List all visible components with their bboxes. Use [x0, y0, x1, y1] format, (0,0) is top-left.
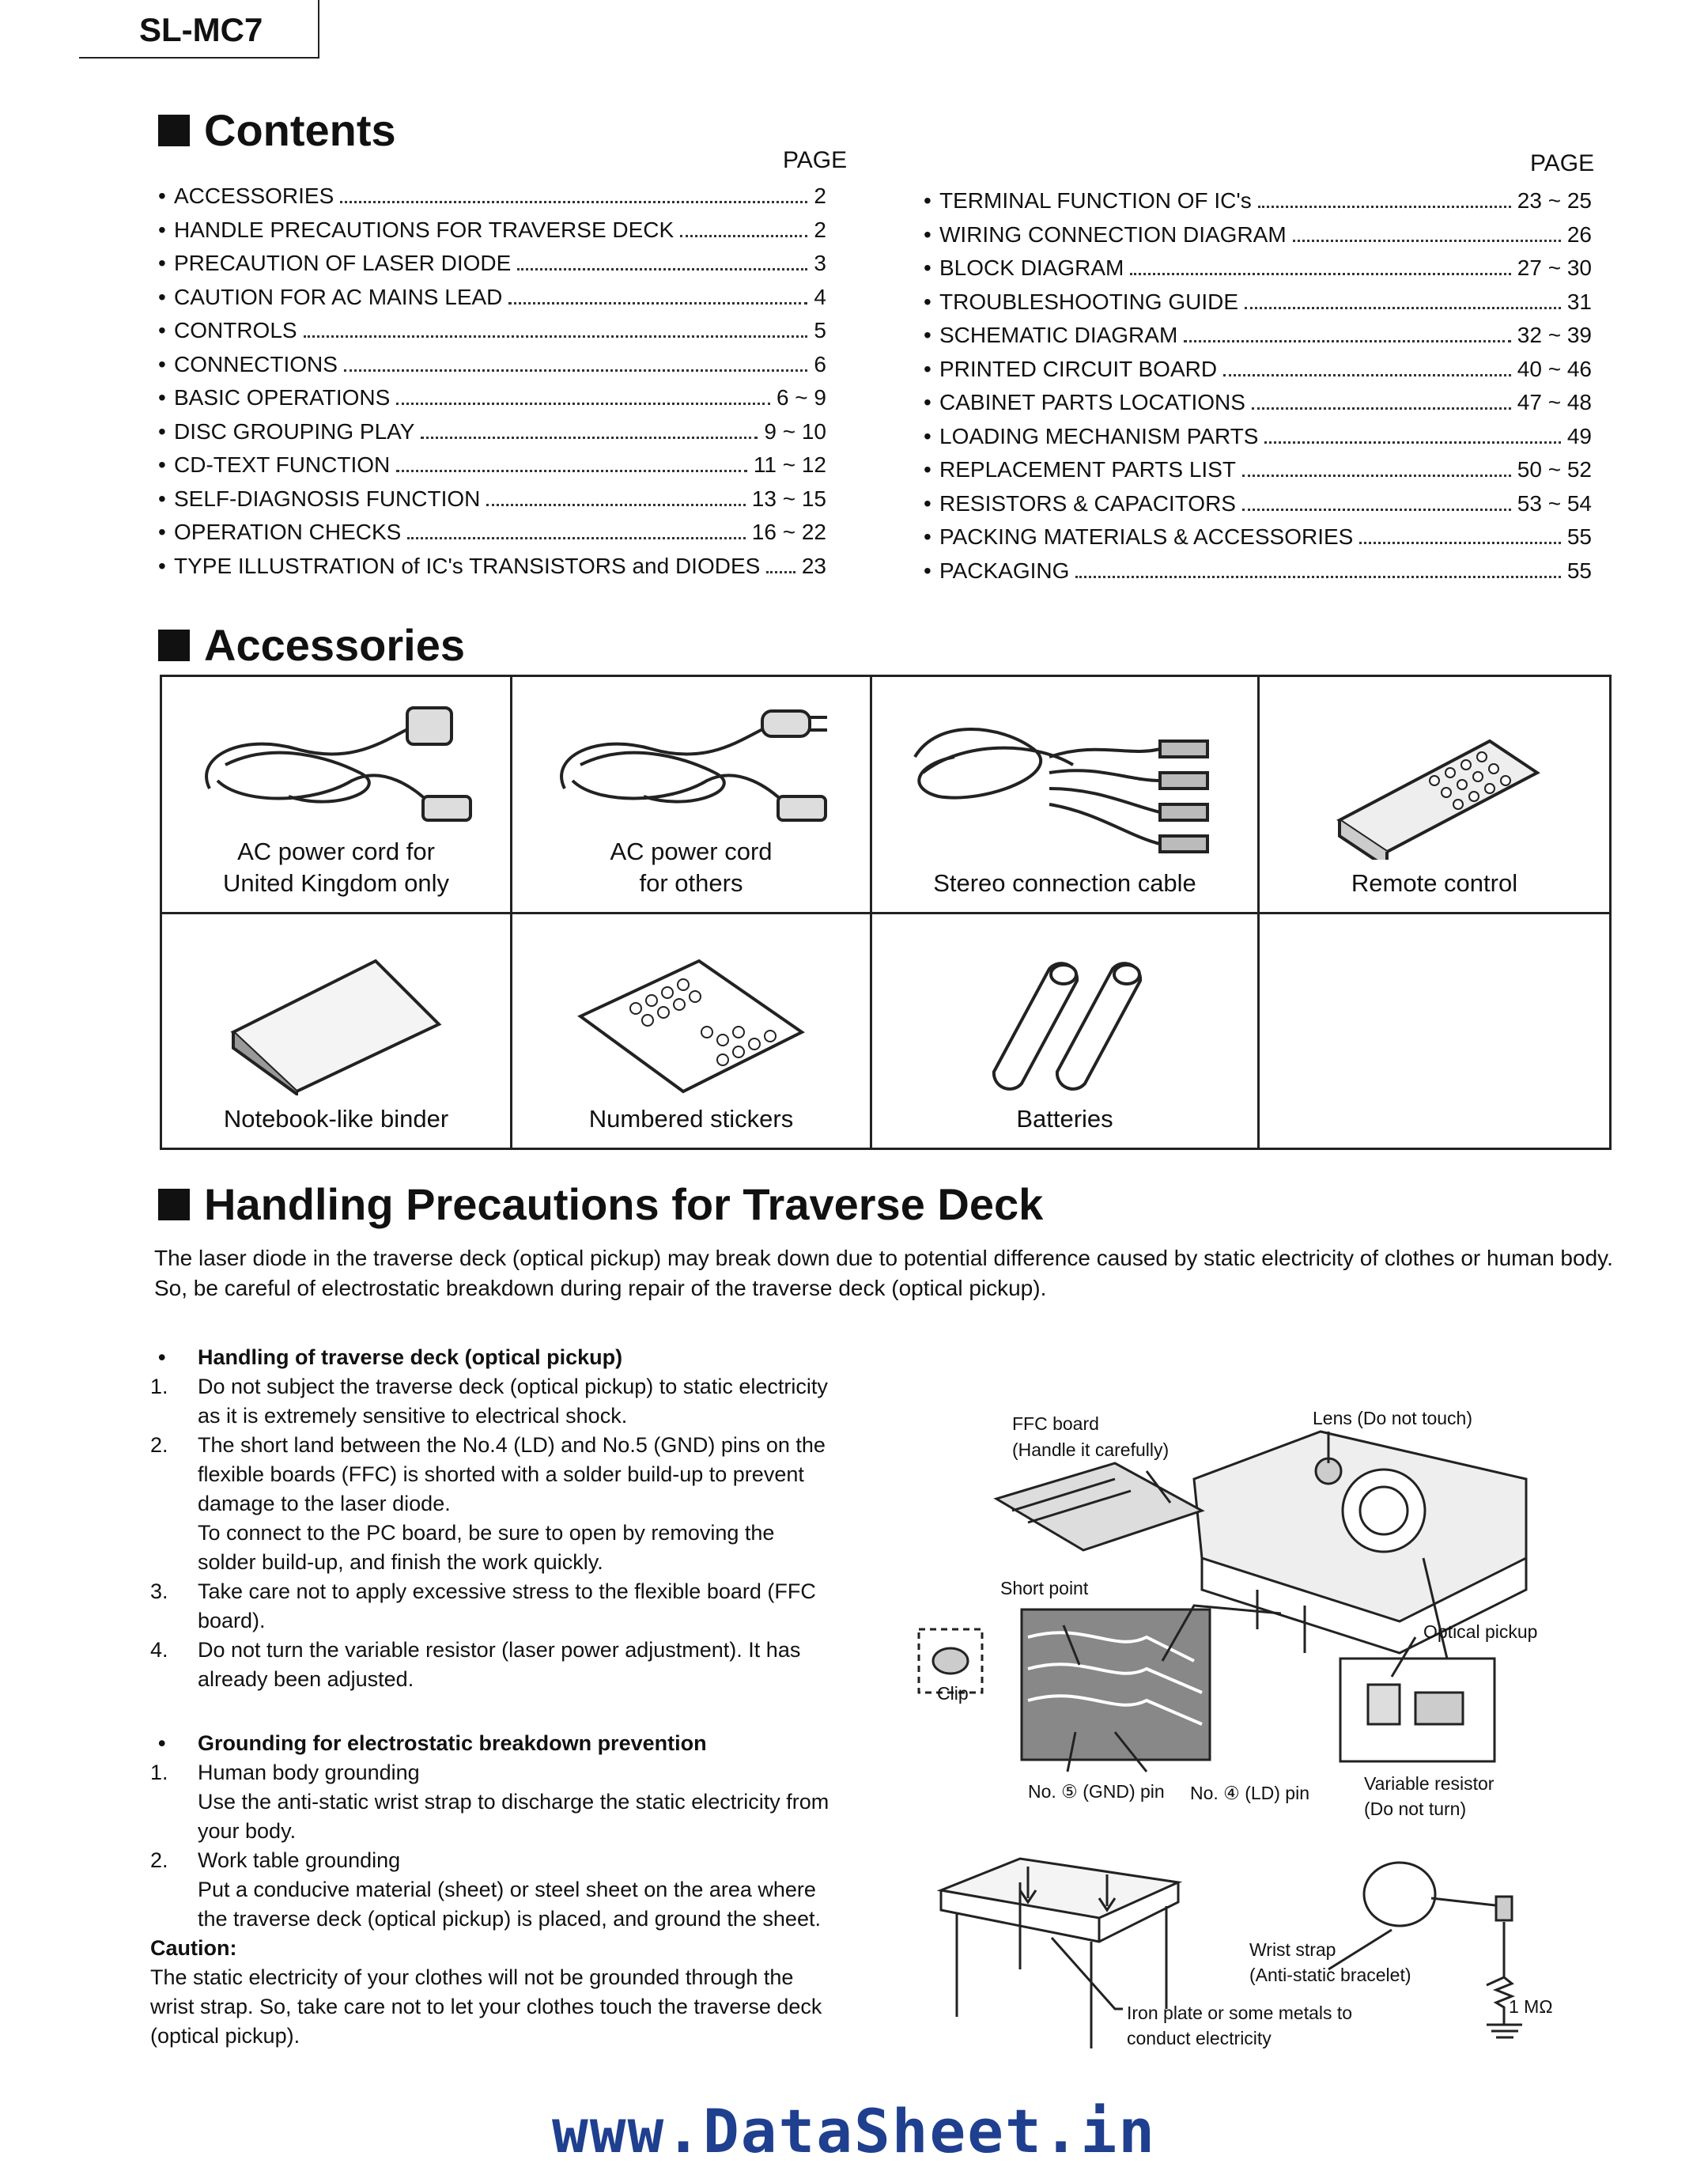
handling-steps [150, 1372, 830, 1694]
accessories-table [160, 675, 1612, 1150]
fig-resistor-value: 1 MΩ [1509, 1996, 1553, 2017]
toc-entry-label: LOADING MECHANISM PARTS [939, 423, 1259, 448]
fig-varres-label: Variable resistor [1364, 1773, 1494, 1794]
toc-entry-label: BLOCK DIAGRAM [939, 255, 1124, 280]
dot-leader [1252, 407, 1511, 410]
dot-leader [1242, 475, 1511, 477]
toc-entry [158, 183, 826, 218]
fig-ffc-label: FFC board [1012, 1413, 1099, 1434]
toc-entry [158, 285, 826, 319]
dot-leader [1359, 542, 1561, 544]
contents-title: Contents [204, 105, 396, 155]
stereo-cable-icon [891, 709, 1239, 860]
caution-text: The static electricity of your clothes will not be grounded through the wrist strap. So, take care not to let your clothes touch the traverse deck (optical pickup). [150, 1965, 822, 2048]
bullet-icon: • [158, 553, 166, 578]
toc-entry-label: CD-TEXT FUNCTION [174, 452, 391, 477]
fig-iron-label: Iron plate or some metals to [1127, 2003, 1353, 2023]
heading-square-icon [158, 630, 190, 661]
accessories-heading [158, 619, 465, 671]
bullet-icon: • [158, 251, 166, 275]
handling-title: Handling Precautions for Traverse Deck [204, 1179, 1044, 1229]
toc-entry-page: 40 ~ 46 [1517, 356, 1592, 381]
toc-entry [158, 419, 826, 453]
contents-heading [158, 104, 396, 156]
toc-entry [158, 452, 826, 486]
toc-entry-label: CONTROLS [174, 318, 297, 342]
accessory-cell [871, 676, 1259, 914]
accessory-cell [512, 914, 871, 1149]
toc-entry [924, 491, 1592, 525]
dot-leader [396, 403, 770, 405]
toc-entry-label: PRINTED CIRCUIT BOARD [939, 356, 1218, 381]
accessory-label: Numbered stickers [588, 1105, 794, 1133]
bullet-icon: • [924, 524, 931, 549]
dot-leader [1184, 340, 1511, 342]
dot-leader [517, 268, 807, 270]
dot-leader [1130, 273, 1510, 275]
step-text: Do not turn the variable resistor (laser power adjustment). It has already been adjusted. [198, 1638, 801, 1691]
toc-entry-label: CONNECTIONS [174, 351, 338, 376]
accessory-label: AC power cord for [237, 838, 435, 865]
toc-entry-label: SCHEMATIC DIAGRAM [939, 323, 1178, 347]
traverse-deck-diagram [909, 1400, 1566, 1811]
bullet-icon: • [924, 558, 931, 583]
caution-title: Caution: [150, 1936, 237, 1960]
dot-leader [340, 201, 807, 203]
step-text: The short land between the No.4 (LD) and No.5 (GND) pins on the flexible boards (FFC) is shorted with a solder build-up to prevent damage to the laser diode. [198, 1433, 826, 1515]
toc-entry-label: TROUBLESHOOTING GUIDE [939, 289, 1239, 314]
accessory-label: Batteries [1016, 1105, 1113, 1133]
toc-entry-page: 31 [1566, 289, 1592, 314]
step-number: 2. [150, 1848, 168, 1872]
heading-square-icon [158, 1189, 190, 1220]
batteries-icon [962, 945, 1168, 1095]
page-header-left: PAGE [783, 147, 848, 173]
toc-entry-label: RESISTORS & CAPACITORS [939, 490, 1236, 516]
toc-entry [158, 385, 826, 419]
uk-power-cord-icon [178, 694, 494, 828]
step-text: Do not subject the traverse deck (optical pickup) to static electricity as it is extremely sensitive to electrical shock. [198, 1375, 828, 1428]
bullet-icon: • [158, 486, 166, 511]
toc-entry-page: 11 ~ 12 [753, 452, 826, 477]
bullet-icon: • [158, 1731, 166, 1755]
dot-leader [421, 437, 758, 439]
fig-wrist-label: Wrist strap [1249, 1939, 1336, 1960]
toc-entry-page: 23 [801, 553, 826, 578]
toc-entry-label: ACCESSORIES [174, 183, 334, 208]
toc-entry-page: 3 [814, 251, 826, 275]
page-header-right: PAGE [1530, 150, 1595, 176]
accessory-cell [161, 914, 512, 1149]
bullet-icon: • [924, 188, 931, 213]
toc-entry [924, 558, 1592, 592]
toc-entry-label: CAUTION FOR AC MAINS LEAD [174, 284, 503, 309]
toc-entry-page: 47 ~ 48 [1517, 390, 1592, 414]
toc-entry [924, 289, 1592, 323]
bullet-icon: • [158, 452, 166, 477]
dot-leader [1293, 240, 1561, 242]
fig-optical-pickup-label: Optical pickup [1423, 1621, 1538, 1642]
dot-leader [680, 235, 807, 237]
handling-intro [154, 1243, 1625, 1303]
fig-wrist-note: (Anti-static bracelet) [1249, 1965, 1411, 1985]
toc-right-column [924, 188, 1592, 592]
toc-entry-label: OPERATION CHECKS [174, 520, 402, 544]
toc-entry-page: 27 ~ 30 [1517, 255, 1592, 280]
toc-entry [924, 188, 1592, 222]
accessory-cell [512, 676, 871, 914]
toc-entry [158, 318, 826, 352]
toc-entry-page: 9 ~ 10 [764, 418, 826, 444]
dot-leader [1075, 576, 1560, 578]
subheading-text: Handling of traverse deck (optical pickup) [198, 1345, 623, 1369]
toc-entry-page: 16 ~ 22 [751, 520, 826, 544]
accessory-cell [871, 914, 1259, 1149]
accessory-label: AC power cord [610, 838, 773, 865]
toc-entry [924, 323, 1592, 357]
toc-entry-page: 26 [1566, 221, 1592, 247]
toc-entry-label: BASIC OPERATIONS [174, 385, 391, 410]
toc-entry-page: 13 ~ 15 [751, 486, 826, 511]
step-title: Work table grounding [198, 1848, 401, 1872]
model-label: SL-MC7 [79, 0, 319, 59]
toc-entry-label: DISC GROUPING PLAY [174, 418, 415, 444]
footer-watermark: www.DataSheet.in [551, 2096, 1157, 2166]
handling-step [150, 1372, 830, 1431]
toc-entry [158, 352, 826, 386]
bullet-icon: • [924, 423, 931, 448]
toc-entry-label: TYPE ILLUSTRATION of IC's TRANSISTORS and DIODES [174, 553, 761, 578]
step-title: Human body grounding [198, 1761, 420, 1784]
grounding-step [150, 1758, 830, 1787]
bullet-icon: • [924, 323, 931, 347]
power-cord-icon [533, 694, 849, 828]
step-text: Use the anti-static wrist strap to discharge the static electricity from your body. [198, 1790, 829, 1843]
toc-entry [924, 424, 1592, 458]
toc-entry-page: 53 ~ 54 [1517, 490, 1592, 516]
step-text: To connect to the PC board, be sure to open by removing the solder build-up, and finish the work quickly. [198, 1521, 775, 1574]
bullet-icon: • [158, 351, 166, 376]
toc-entry-label: HANDLE PRECAUTIONS FOR TRAVERSE DECK [174, 217, 675, 242]
toc-entry [158, 520, 826, 554]
step-number: 1. [150, 1761, 168, 1784]
handling-step [150, 1431, 830, 1519]
dot-leader [304, 335, 808, 338]
dot-leader [766, 571, 795, 573]
toc-entry-page: 6 ~ 9 [776, 385, 826, 410]
bullet-icon: • [158, 183, 166, 208]
toc-entry-page: 2 [814, 217, 826, 242]
subheading [150, 1343, 830, 1372]
grounding-step [150, 1846, 830, 1875]
step-number: 3. [150, 1579, 168, 1603]
bullet-icon: • [158, 418, 166, 444]
dot-leader [407, 537, 745, 539]
toc-entry [924, 222, 1592, 256]
toc-entry-page: 5 [814, 318, 826, 342]
bullet-icon: • [924, 490, 931, 516]
toc-entry [924, 255, 1592, 289]
toc-entry [158, 218, 826, 252]
toc-entry-label: CABINET PARTS LOCATIONS [939, 390, 1245, 414]
accessory-label: for others [639, 869, 743, 897]
stickers-icon [565, 953, 818, 1095]
dot-leader [1258, 206, 1511, 208]
accessory-cell [161, 676, 512, 914]
fig-clip-label: Clip [937, 1683, 969, 1704]
toc-entry-page: 49 [1566, 423, 1592, 448]
fig-lens-label: Lens (Do not touch) [1313, 1408, 1473, 1428]
bullet-icon: • [924, 390, 931, 414]
fig-short-point-label: Short point [1000, 1578, 1089, 1598]
dot-leader [344, 369, 808, 372]
toc-entry-label: TERMINAL FUNCTION OF IC's [939, 188, 1252, 213]
toc-entry [924, 457, 1592, 491]
toc-entry-label: REPLACEMENT PARTS LIST [939, 457, 1236, 482]
accessories-title: Accessories [204, 620, 466, 670]
fig-varres-note: (Do not turn) [1364, 1799, 1467, 1819]
fig-pin5-label: No. ⑤ (GND) pin [1028, 1781, 1165, 1802]
accessory-cell [1259, 676, 1611, 914]
dot-leader [1223, 374, 1511, 376]
accessory-label: Remote control [1351, 869, 1518, 897]
fig-ffc-note: (Handle it carefully) [1012, 1439, 1170, 1460]
step-text: Take care not to apply excessive stress to the flexible board (FFC board). [198, 1579, 816, 1632]
intro-line: The laser diode in the traverse deck (optical pickup) may break down due to potential difference caused by static electricity of clothes or human body. [154, 1246, 1613, 1270]
subheading-text: Grounding for electrostatic breakdown prevention [198, 1731, 707, 1755]
handling-instructions [150, 1332, 830, 2051]
bullet-icon: • [158, 385, 166, 410]
toc-entry-page: 32 ~ 39 [1517, 323, 1592, 347]
bullet-icon: • [158, 1345, 166, 1369]
toc-entry [924, 524, 1592, 558]
dot-leader [1245, 307, 1561, 309]
dot-leader [1242, 509, 1511, 511]
handling-heading [158, 1178, 1043, 1230]
accessory-label: United Kingdom only [222, 869, 450, 897]
accessory-label: Notebook-like binder [223, 1105, 449, 1133]
bullet-icon: • [924, 255, 931, 280]
toc-left-column [158, 183, 826, 587]
toc-entry-page: 23 ~ 25 [1517, 188, 1592, 213]
step-number [150, 1519, 198, 1577]
toc-entry-label: PRECAUTION OF LASER DIODE [174, 251, 512, 275]
dot-leader [486, 504, 745, 506]
fig-iron-note: conduct electricity [1127, 2028, 1272, 2048]
step-number: 1. [150, 1375, 168, 1398]
toc-entry [158, 251, 826, 285]
remote-control-icon [1316, 725, 1553, 860]
toc-entry-page: 50 ~ 52 [1517, 457, 1592, 482]
dot-leader [396, 470, 747, 472]
handling-step [150, 1577, 830, 1636]
toc-entry-label: WIRING CONNECTION DIAGRAM [939, 221, 1287, 247]
accessory-label: Stereo connection cable [933, 869, 1196, 897]
grounding-diagram [933, 1851, 1534, 2056]
toc-entry-page: 55 [1566, 524, 1592, 549]
toc-entry-page: 55 [1566, 558, 1592, 583]
subheading [150, 1729, 830, 1758]
bullet-icon: • [924, 457, 931, 482]
toc-entry [924, 390, 1592, 424]
toc-entry [158, 554, 826, 588]
dot-leader [1264, 441, 1560, 444]
step-number: 4. [150, 1638, 168, 1662]
handling-step [150, 1519, 830, 1577]
toc-entry-label: PACKAGING [939, 558, 1070, 583]
heading-square-icon [158, 115, 190, 146]
bullet-icon: • [158, 284, 166, 309]
bullet-icon: • [924, 289, 931, 314]
bullet-icon: • [924, 356, 931, 381]
bullet-icon: • [158, 318, 166, 342]
intro-line: So, be careful of electrostatic breakdown during repair of the traverse deck (optical pickup). [154, 1276, 1047, 1300]
bullet-icon: • [924, 221, 931, 247]
handling-step [150, 1636, 830, 1694]
fig-pin4-label: No. ④ (LD) pin [1190, 1783, 1309, 1803]
toc-entry [924, 357, 1592, 391]
toc-entry-page: 2 [814, 183, 826, 208]
toc-entry-label: PACKING MATERIALS & ACCESSORIES [939, 524, 1354, 549]
toc-entry-label: SELF-DIAGNOSIS FUNCTION [174, 486, 481, 511]
accessory-cell-empty [1259, 914, 1611, 1149]
bullet-icon: • [158, 217, 166, 242]
toc-entry [158, 486, 826, 520]
dot-leader [508, 302, 807, 304]
step-text: Put a conducive material (sheet) or steel sheet on the area where the traverse deck (optical pickup) is placed, and ground the sheet. [198, 1878, 821, 1931]
bullet-icon: • [158, 520, 166, 544]
toc-entry-page: 4 [814, 284, 826, 309]
step-number: 2. [150, 1433, 168, 1457]
binder-icon [217, 953, 455, 1095]
toc-entry-page: 6 [814, 351, 826, 376]
